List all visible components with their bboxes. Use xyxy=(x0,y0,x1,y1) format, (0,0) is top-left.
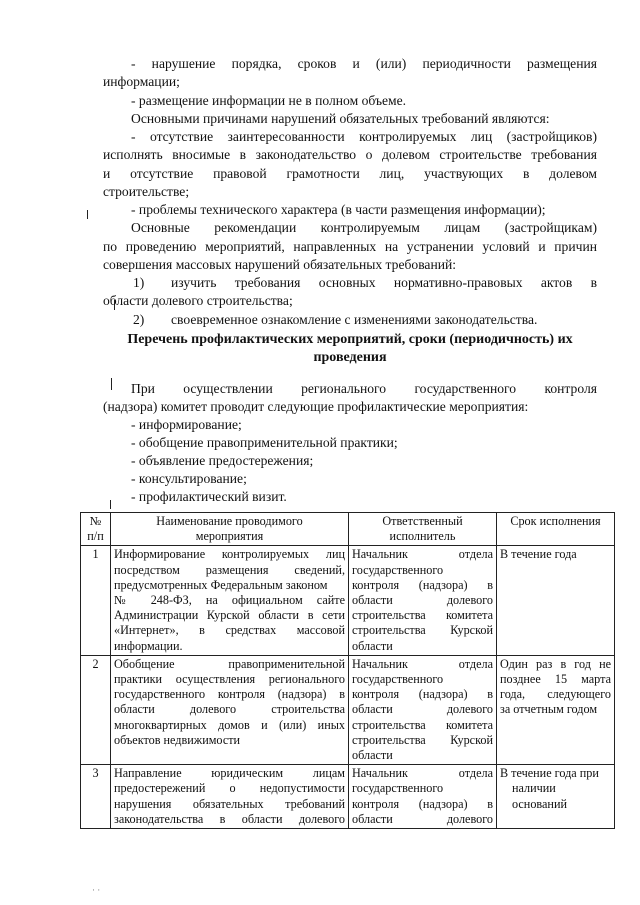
paragraph-line: по проведению мероприятий, направленных на устранении условий и причин xyxy=(103,239,597,254)
paragraph-line: информации; xyxy=(103,74,180,89)
responsible-cell: Начальник отдела государственного контроля (надзора) в области долевого xyxy=(349,765,497,829)
scan-mark xyxy=(87,210,88,219)
paragraph-line: совершения массовых нарушений обязательных требований: xyxy=(103,257,457,272)
header-responsible: Ответственный исполнитель xyxy=(349,513,497,546)
measure-item: - объявление предостережения; xyxy=(131,453,314,468)
measures-schedule-table xyxy=(80,512,615,829)
paragraph-line: Основные рекомендации контролируемым лицам (застройщикам) xyxy=(131,220,597,235)
paragraph-line: - отсутствие заинтересованности контролируемых лиц (застройщиков) xyxy=(131,129,597,144)
recommendation-text: своевременное ознакомление с изменениями законодательства. xyxy=(171,312,538,327)
table-row xyxy=(81,765,615,829)
paragraph-line: строительстве; xyxy=(103,184,190,199)
measure-name-cell: Обобщение правоприменительной практики осуществления регионального государственного контроля (надзора) в области долевого строительства многоквартирных домов и (или) иных объектов недвижимости xyxy=(111,655,349,764)
measure-name-cell: Информирование контролируемых лиц посредством размещения сведений, предусмотренных Федеральным законом № 248-ФЗ, на официальном сайте Администрации Курской области в сети «Интернет», в средствах массовой информации. xyxy=(111,546,349,655)
term-cell: Один раз в год не позднее 15 марта года, следующего за отчетным годом xyxy=(497,655,615,764)
measure-item: - консультирование; xyxy=(131,471,247,486)
paragraph-line: исполнять вносимые в законодательство о долевом строительстве требования xyxy=(103,147,597,162)
row-number: 1 xyxy=(81,546,111,655)
row-number: 3 xyxy=(81,765,111,829)
paragraph-line: - проблемы технического характера (в части размещения информации); xyxy=(131,202,546,217)
recommendation-number: 2) xyxy=(133,312,145,327)
term-cell: В течение года xyxy=(497,546,615,655)
recommendation-text: области долевого строительства; xyxy=(103,293,293,308)
header-name: Наименование проводимого мероприятия xyxy=(111,513,349,546)
row-number: 2 xyxy=(81,655,111,764)
scan-artifact: · · xyxy=(92,885,101,895)
paragraph-line: и отсутствие правовой грамотности лиц, участвующих в долевом xyxy=(103,166,597,181)
table-header-row xyxy=(81,513,615,546)
responsible-cell: Начальник отдела государственного контроля (надзора) в области долевого строительства комитета строительства Курской области xyxy=(349,655,497,764)
paragraph-line: - размещение информации не в полном объеме. xyxy=(131,93,407,108)
section-heading-line: Перечень профилактических мероприятий, сроки (периодичность) их xyxy=(127,332,573,347)
table-row xyxy=(81,655,615,764)
table-row xyxy=(81,546,615,655)
measure-name-cell: Направление юридическим лицам предостережений о недопустимости нарушения обязательных требований законодательства в области долевого xyxy=(111,765,349,829)
section-heading-line: проведения xyxy=(313,350,387,365)
scan-mark xyxy=(111,378,112,390)
paragraph-line: Основными причинами нарушений обязательных требований являются: xyxy=(131,111,550,126)
recommendation-text: изучить требования основных нормативно-правовых актов в xyxy=(171,275,597,290)
header-term: Срок исполнения xyxy=(497,513,615,546)
measure-item: - обобщение правоприменительной практики; xyxy=(131,435,398,450)
scan-mark xyxy=(110,500,111,509)
measure-item: - информирование; xyxy=(131,417,242,432)
term-cell: В течение года при наличии оснований xyxy=(497,765,615,829)
intro-line: (надзора) комитет проводит следующие профилактические мероприятия: xyxy=(103,399,529,414)
recommendation-number: 1) xyxy=(133,275,145,290)
responsible-cell: Начальник отдела государственного контроля (надзора) в области долевого строительства комитета строительства Курской области xyxy=(349,546,497,655)
measure-item: - профилактический визит. xyxy=(131,489,287,504)
paragraph-line: - нарушение порядка, сроков и (или) периодичности размещения xyxy=(131,56,597,71)
header-num: № п/п xyxy=(81,513,111,546)
intro-line: При осуществлении регионального государственного контроля xyxy=(131,381,597,396)
